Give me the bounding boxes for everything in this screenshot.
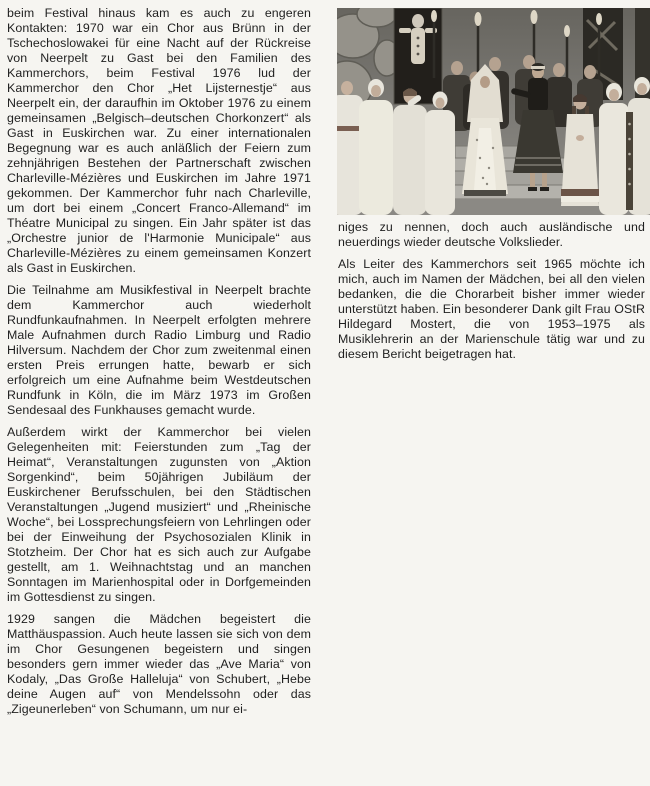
paragraph-rundfunkaufnahmen: Die Teilnahme am Musikfestival in Neerpelt brachte dem Kammerchor auch wiederholt Rundfunkaufnahmen. In Neerpelt erfolgten mehrere Male Aufnahmen durch Radio Limburg und Radio Hilversum. Nachdem der Chor zum zweitenmal einen ersten Preis errungen hatte, bewarb er sich erfolgreich um eine Aufnahme beim Westdeutschen Rundfunk in Köln, die im März 1973 im Großen Sendesaal des Funkhauses gemacht wurde.: [7, 283, 311, 417]
paragraph-gelegenheiten: Außerdem wirkt der Kammerchor bei vielen Gelegenheiten mit: Feierstunden zum „Tag der Heimat“, Veranstaltungen zugunsten von „Aktion Sorgenkind“, beim 50jährigen Jubiläum der Euskirchener Berufsschulen, bei den Städtischen Veranstaltungen „Jugend musiziert“ und „Rheinische Woche“, bei Lossprechungsfeiern von Lehrlingen oder bei der Einweihung der Psychosozialen Klinik in Stotzheim. Der Chor hat es sich auch zur Aufgabe gestellt, am 1. Weihnachtstag und an manchen Sonntagen im Marienhospital oder in Dorfgemeinden im Gottesdienst zu singen.: [7, 425, 311, 604]
paragraph-festival-kontakte: beim Festival hinaus kam es auch zu engeren Kontakten: 1970 war ein Chor aus Brünn in der Tschechoslowakei für eine Nacht auf der Rückreise von Neerpelt zu Gast bei den Familien des Kammerchors, beim Festival 1976 lud der Kammerchor den Chor „Het Lijsternestje“ aus Neerpelt ein, der daraufhin im Oktober 1976 zu einem gemeinsamen „Belgisch–deutschen Chorkonzert“ als Gast in Euskirchen war. Zu einer internationalen Begegnung war es auch anläßlich der Feiern zum zehnjährigen Bestehen der Partnerschaft zwischen Charleville-Mézières und Euskirchen im Jahre 1971 gekommen. Der Kammerchor fuhr nach Charleville, um dort bei einem „Concert Franco-Allemand“ im Théatre Municipal zu singen. Ein Jahr später ist das „Orchestre junior de l'Harmonie Municipale“ aus Charleville-Mézières zu einem gemeinsamen Konzert als Gast in Euskirchen.: [7, 6, 311, 275]
paragraph-volkslieder: niges zu nennen, doch auch ausländische und neuerdings wieder deutsche Volkslieder.: [338, 220, 645, 249]
right-text-column: [338, 220, 645, 369]
choir-stage-photo: [337, 8, 650, 215]
stage-photo-illustration: [337, 8, 650, 215]
left-text-column: [7, 6, 311, 724]
paragraph-matthaeuspassion: 1929 sangen die Mädchen begeistert die Matthäuspassion. Auch heute lassen sie sich von dem im Chor Gesungenen begeistern und singen besonders gern immer wieder das „Ave Maria“ von Kodaly, „Das Große Halleluja“ von Schubert, „Hebe deine Augen auf“ von Mendelssohn oder das „Zigeunerleben“ von Schumann, um nur ei-: [7, 612, 311, 716]
paragraph-dank-mostert: Als Leiter des Kammerchors seit 1965 möchte ich mich, auch im Namen der Mädchen, bei all den vielen bedanken, die die Chorarbeit bisher immer wieder unterstützt haben. Ein besonderer Dank gilt Frau OStR Hildegard Mostert, die von 1953–1975 als Musiklehrerin an der Marienschule tätig war und zu diesem Bericht beigetragen hat.: [338, 257, 645, 361]
